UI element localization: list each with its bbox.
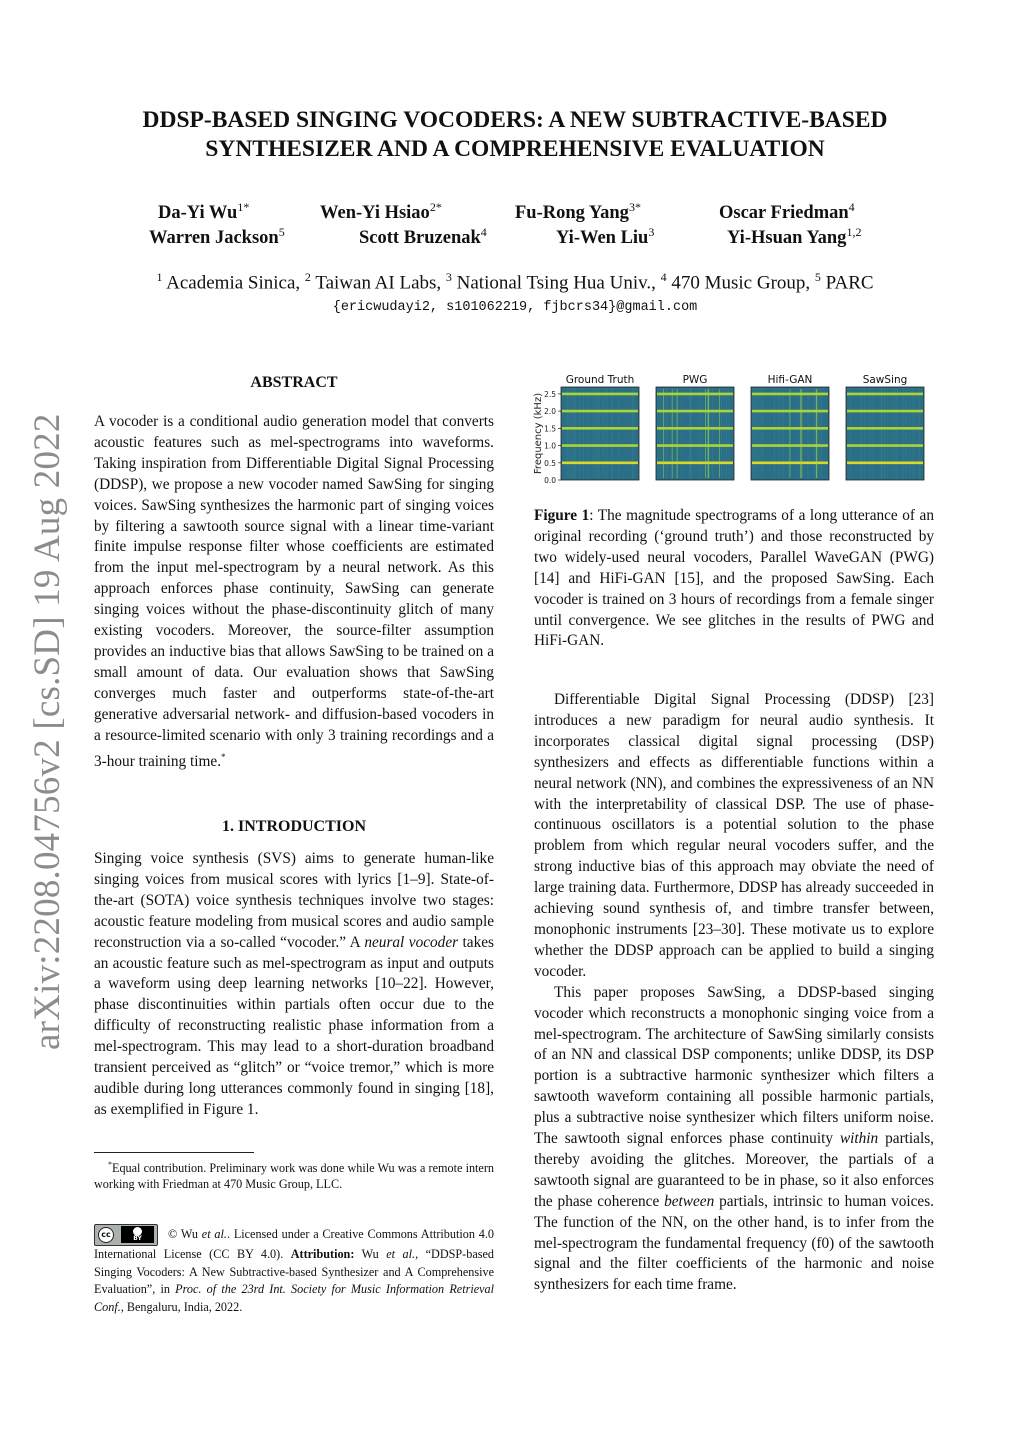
cc-by-license-icon: cc BY (94, 1224, 158, 1246)
title-line-1: DDSP-BASED SINGING VOCODERS: A NEW SUBTRACTIVE-BASED (142, 107, 888, 133)
author: Da-Yi $Wu^{1*}$ (158, 200, 250, 224)
author: Yi-Wen Liu$^3$ (556, 225, 655, 249)
footnote: *Equal contribution. Preliminary work was done while Wu was a remote intern working with Friedman at 470 Music Group, LLC. (94, 1160, 494, 1192)
email-line: {ericwudayi2, s101062219, fjbcrs34}@gmail.com (332, 300, 698, 315)
paper-title (90, 106, 940, 164)
y-tick-label: 1.0 (544, 441, 556, 451)
author: Oscar Friedman$^4$ (719, 200, 855, 224)
title-line-2: SYNTHESIZER AND A COMPREHENSIVE EVALUATION (205, 136, 825, 162)
footnote-rule (94, 1152, 254, 1153)
author: Yi-Hsuan Yang$^{1,2}$ (727, 225, 862, 249)
author: Fu-Rong Yang$^{3*}$ (515, 200, 641, 224)
y-tick-label: 2.0 (544, 407, 556, 417)
arxiv-stamp: arXiv:2208.04756v2 [cs.SD] 19 Aug 2022 (27, 413, 68, 1050)
panel-title: PWG (682, 374, 708, 386)
y-tick-label: 0.0 (544, 476, 556, 485)
spectrogram-panel (656, 387, 734, 480)
introduction-body: Singing voice synthesis (SVS) aims to generate human-like singing voices from musical scores with lyrics [1–9]. State-of-the-art (SOTA) voice synthesis techniques involve two stages: acoustic feature modeling from musical scores and audio sample reconstruction via a so-called “vocoder.” A neural vocoder takes an acoustic feature such as mel-spectrogram as input and outputs a waveform using deep learning networks [10–22]. However, phase discontinuities within partials often occur due to the difficulty of reconstructing realistic phase information from a mel-spectrogram. This may lead to a short-duration broadband transient perceived as “glitch” or “voice tremor,” which is more audible during long utterances commonly found in singing [18], as exemplified in Figure 1. (94, 850, 494, 1118)
panel-title: SawSing (862, 374, 908, 386)
y-tick-label: 0.5 (544, 458, 556, 468)
figure-1-spectrograms (530, 370, 930, 490)
abstract-heading: ABSTRACT (250, 374, 338, 391)
y-tick-label: 2.5 (544, 389, 556, 399)
paragraph: This paper proposes SawSing, a DDSP-based singing vocoder which reconstructs a monophonic singing voice from a mel-spectrogram. The architecture of SawSing similarly consists of an NN and classical DSP components; unlike DDSP, its DSP portion is a subtractive harmonic synthesizer which filters a sawtooth waveform containing all possible harmonic partials, plus a subtractive noise synthesizer which filters uniform noise. The sawtooth signal enforces phase continuity within partials, thereby avoiding the glitches. Moreover, the partials of a sawtooth signal are guaranteed to be in phase, so it also enforces the phase coherence between partials, intrinsic to human voices. The function of the NN, on the other hand, is to infer from the mel-spectrogram the fundamental frequency (f0) of the sawtooth signal and the filter coefficients of the harmonic and noise synthesizers for each time frame. (534, 983, 934, 1294)
author: Warren Jackson$^5$ (149, 225, 285, 249)
affiliations: $^1$ Academia Sinica, $^2$ Taiwan AI Labs, $^3$ National Tsing Hua Univ., $^4$ 470 Music Group, $^5$ PARC (156, 270, 874, 294)
license-notice: cc BY © Wu et al.. Licensed under a Creative Commons Attribution 4.0 International License (CC BY 4.0). Attribution: Wu et al., “DDSP-based Singing Vocoders: A New Subtractive-based Synthesizer and A Comprehensive Evaluation”, in Proc. of the 23rd Int. Society for Music Information Retrieval Conf., Bengaluru, India, 2022. (94, 1224, 494, 1316)
spectrogram-panel (846, 387, 924, 480)
spectrogram-panel (561, 387, 639, 480)
panel-title: Hifi-GAN (767, 374, 813, 386)
introduction-heading: 1. INTRODUCTION (221, 818, 366, 835)
author: Scott Bruzenak$^4$ (359, 225, 487, 249)
abstract-body: A vocoder is a conditional audio generation model that converts acoustic features such as mel-spectrograms into waveforms. Taking inspiration from Differentiable Digital Signal Processing (DDSP), we propose a new vocoder named SawSing for singing voices. SawSing synthesizes the harmonic part of singing voices by filtering a sawtooth source signal with a linear time-variant finite impulse response filter whose coefficients are estimated from the input mel-spectrogram by a neural network. As this approach enforces phase continuity, SawSing can generate singing voices without the phase-discontinuity glitch of many existing vocoders. Moreover, the source-filter assumption provides an inductive bias that allows SawSing to be trained on a small amount of data. Our evaluation shows that SawSing converges much faster and outperforms state-of-the-art generative adversarial network- and diffusion-based vocoders in a resource-limited scenario with only 3 training recordings and a 3-hour training time.* (94, 413, 494, 770)
y-axis-label: Frequency (kHz) (533, 392, 544, 475)
right-column-body (534, 690, 934, 1296)
y-tick-label: 1.5 (544, 424, 556, 434)
author: Wen-Yi Hsiao$^{2*}$ (320, 200, 442, 224)
paragraph: Differentiable Digital Signal Processing (DDSP) [23] introduces a new paradigm for neural audio synthesis. It incorporates classical digital signal processing (DSP) synthesizers and effects as differentiable functions within a neural network (NN), and combines the expressiveness of an NN with the interpretability of classical DSP. The use of phase-continuous oscillators is a potential solution to the phase problem from which regular neural vocoders suffer, and the strong inductive bias of this approach may obviate the need of large training data. Furthermore, DDSP has already succeeded in achieving sound synthesis of, and timbre transfer between, monophonic instruments [23–30]. These motivate us to explore whether the DDSP approach can be applied to build a singing vocoder. (534, 691, 934, 980)
panel-title: Ground Truth (565, 374, 635, 386)
figure-1-caption: Figure 1: The magnitude spectrograms of a long utterance of an original recording (‘ground truth’) and those reconstructed by two widely-used neural vocoders, Parallel WaveGAN (PWG) [14] and HiFi-GAN [15], and the proposed SawSing. Each vocoder is trained on 3 hours of recordings from a female singer until convergence. We see glitches in the results of PWG and HiFi-GAN. (534, 507, 934, 650)
